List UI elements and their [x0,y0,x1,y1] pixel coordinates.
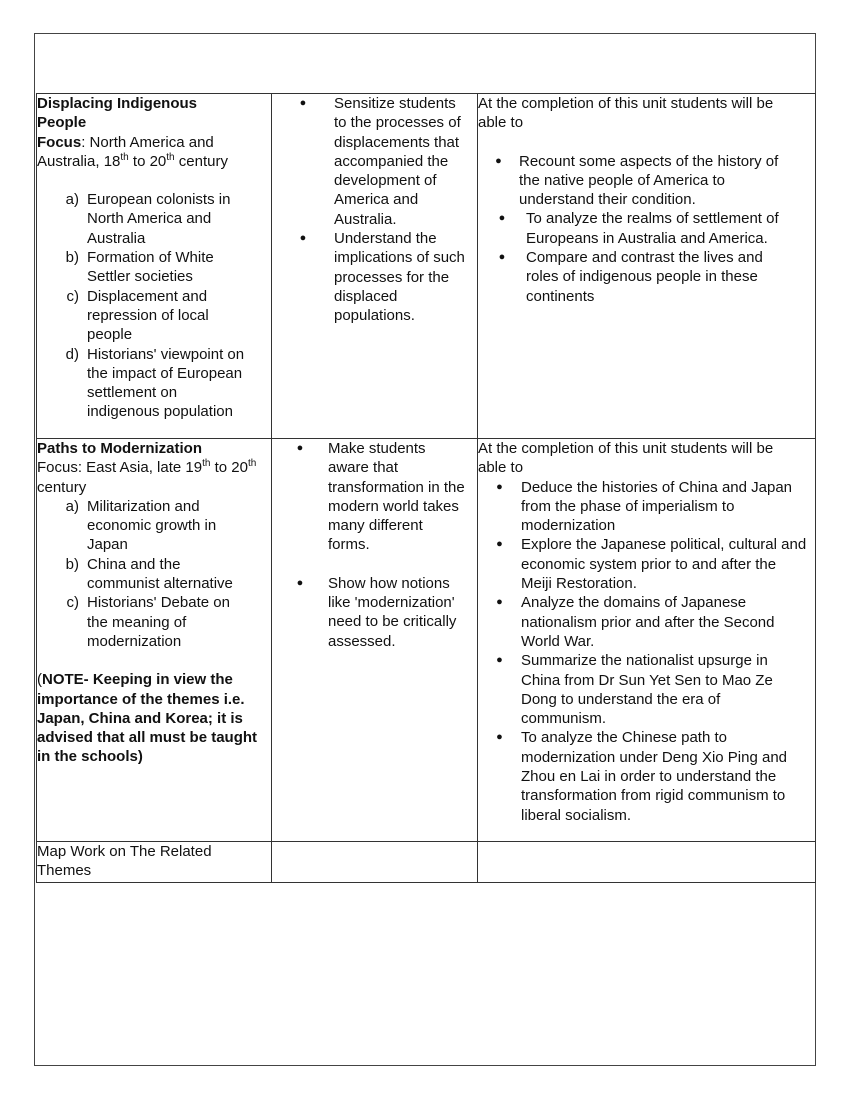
list-item: ● Explore the Japanese political, cultural and economic system prior to and after the Meiji Restoration. [478,535,815,593]
list-item: ● Deduce the histories of China and Japan from the phase of imperialism to modernization [478,478,815,536]
table-row [37,94,816,439]
bullet-icon: ● [498,212,506,225]
outcomes-list [478,152,815,306]
unit-title: Paths to Modernization [37,440,202,457]
unit-focus: Focus: North America and Australia, 18th to 20th century [37,133,228,170]
outcomes-list [478,478,815,825]
list-item: ● Summarize the nationalist upsurge in China from Dr Sun Yet Sen to Mao Ze Dong to understand the era of communism. [478,651,815,728]
objectives-list [272,94,477,326]
note-text: (NOTE- Keeping in view the importance of the themes i.e. Japan, China and Korea; it is advised that all must be taught in the schools) [37,671,258,766]
list-item: b) China and the communist alternative [65,555,233,593]
objectives-cell [272,439,478,842]
unit-title: Displacing Indigenous People [37,95,198,132]
map-work-text: Map Work on The Related Themes [37,843,212,880]
list-item: d) Historians' viewpoint on the impact of European settlement on indigenous population [65,345,245,421]
bullet-icon: ● [495,154,502,167]
bullet-icon: ● [296,576,304,589]
list-item: ● Understand the implications of such processes for the displaced populations. [272,229,477,325]
unit-focus: Focus: East Asia, late 19th to 20th century [37,458,257,496]
outcomes-cell [478,94,816,439]
bullet-icon: ● [299,232,307,245]
bullet-icon: ● [498,251,506,264]
syllabus-table [36,93,816,883]
subtopic-list [37,190,252,422]
table-row [37,439,816,842]
list-item: ● To analyze the Chinese path to modernization under Deng Xio Ping and Zhou en Lai in order to understand the transformation from rigid communism to liberal socialism. [478,728,815,824]
topic-cell [37,842,272,883]
bullet-icon: ● [496,731,503,744]
bullet-icon: ● [299,97,307,109]
outcomes-cell [478,842,816,883]
list-item: a) European colonists in North America and Australia [65,191,231,247]
bullet-icon: ● [496,480,503,493]
objectives-cell [272,94,478,439]
outcomes-intro: At the completion of this unit students will be able to [478,95,774,132]
list-item: ● To analyze the realms of settlement of Europeans in Australia and America. [478,209,815,248]
bullet-icon: ● [496,596,503,609]
outcomes-intro: At the completion of this unit students will be able to [478,440,774,477]
bullet-icon: ● [496,654,503,667]
list-item: c) Historians' Debate on the meaning of modernization [66,594,230,650]
objectives-list [272,439,477,555]
list-item: c) Displacement and repression of local people [66,287,209,344]
bullet-icon: ● [496,538,503,551]
list-item: ● Analyze the domains of Japanese nationalism prior and after the Second World War. [478,593,815,651]
subtopic-list [37,497,252,651]
list-item: a) Militarization and economic growth in Japan [65,497,217,554]
topic-cell [37,439,272,842]
bullet-icon: ● [296,442,304,454]
topic-cell [37,94,272,439]
objectives-list [272,574,477,651]
outcomes-cell [478,439,816,842]
table-row [37,842,816,883]
list-item: ● Show how notions like 'modernization' need to be critically assessed. [272,574,477,651]
list-item: ● Recount some aspects of the history of the native people of America to understand their condition. [478,152,815,210]
list-item: ● Sensitize students to the processes of displacements that accompanied the development of America and Australia. [272,94,477,229]
list-item: b) Formation of White Settler societies [65,249,214,286]
list-item: ● Compare and contrast the lives and roles of indigenous people in these continents [478,248,815,306]
list-item: ● Make students aware that transformation in the modern world takes many different forms. [272,439,477,555]
objectives-cell [272,842,478,883]
